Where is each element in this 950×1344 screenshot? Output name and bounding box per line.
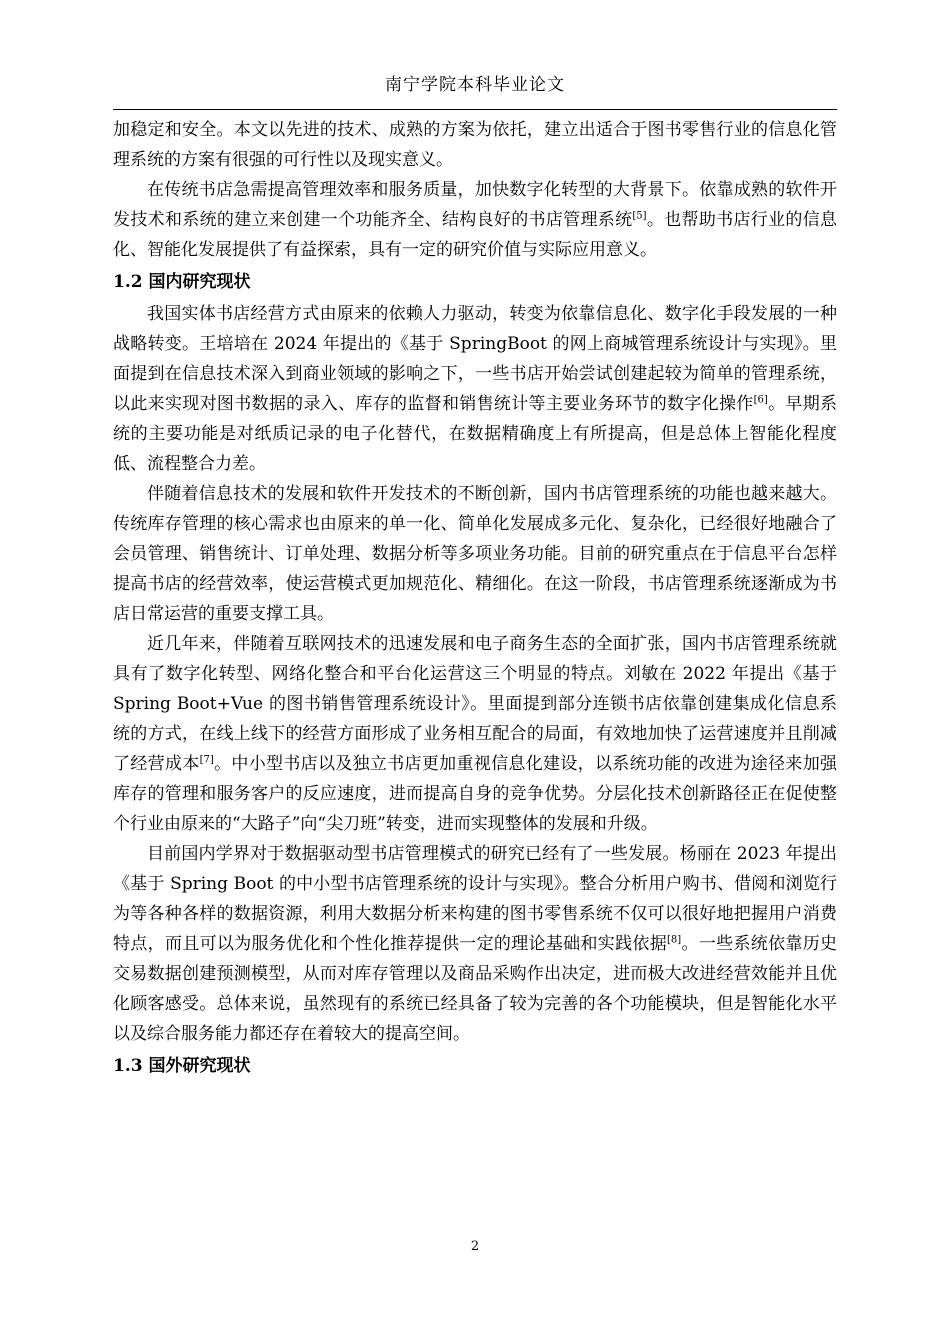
citation-ref: [5] — [632, 210, 647, 222]
paragraph-text: 近几年来，伴随着互联网技术的迅速发展和电子商务生态的全面扩张，国内书店管理系统就具有了数字化转型、网络化整合和平台化运营这三个明显的特点。刘敏在 2022 年提出《基于 Spring Boot+Vue 的图书销售管理系统设计》。里面提到部分连锁书店依靠创建集成化信息系统的方式，在线上线下的经营方面形成了业务相互配合的局面，有效地加快了运营速度并且削减了经营成本 — [113, 634, 837, 774]
citation-ref: [8] — [667, 934, 682, 946]
paragraph-domestic-2 — [113, 479, 837, 629]
paragraph-text: 。一些系统依靠历史交易数据创建预测模型，从而对库存管理以及商品采购作出决定，进而极大改进经营效能并且优化顾客感受。总体来说，虽然现有的系统已经具备了较为完善的各个功能模块，但是智能化水平以及综合服务能力都还存在着较大的提高空间。 — [113, 934, 838, 1044]
citation-ref: [7] — [199, 754, 214, 766]
body-text — [113, 115, 837, 1081]
section-heading-foreign: 1.3 国外研究现状 — [113, 1056, 251, 1076]
paragraph-text: 在传统书店急需提高管理效率和服务质量，加快数字化转型的大背景下。依靠成熟的软件开发技术和系统的建立来创建一个功能齐全、结构良好的书店管理系统 — [113, 180, 837, 230]
paragraph-text: 我国实体书店经营方式由原来的依赖人力驱动，转变为依靠信息化、数字化手段发展的一种战略转变。王培培在 2024 年提出的《基于 SpringBoot 的网上商城管理系统设计与实现》。里面提到在信息技术深入到商业领域的影响之下，一些书店开始尝试创建起较为简单的管理系统，以此来实现对图书数据的录入、库存的监督和销售统计等主要业务环节的数字化操作 — [113, 304, 837, 414]
paragraph-continued — [113, 115, 837, 175]
paragraph-text: 。早期系统的主要功能是对纸质记录的电子化替代，在数据精确度上有所提高，但是总体上智能化程度低、流程整合力差。 — [113, 394, 838, 474]
paragraph-domestic-1 — [113, 299, 837, 479]
paragraph-text: 伴随着信息技术的发展和软件开发技术的不断创新，国内书店管理系统的功能也越来越大。传统库存管理的核心需求也由原来的单一化、简单化发展成多元化、复杂化，已经很好地融合了会员管理、销售统计、订单处理、数据分析等多项业务功能。目前的研究重点在于信息平台怎样提高书店的经营效率，使运营模式更加规范化、精细化。在这一阶段，书店管理系统逐渐成为书店日常运营的重要支撑工具。 — [113, 484, 837, 624]
paragraph-text: 目前国内学界对于数据驱动型书店管理模式的研究已经有了一些发展。杨丽在 2023 年提出《基于 Spring Boot 的中小型书店管理系统的设计与实现》。整合分析用户购书、借阅和浏览行为等各种各样的数据资源，利用大数据分析来构建的图书零售系统不仅可以很好地把握用户消费特点，而且可以为服务优化和个性化推荐提供一定的理论基础和实践依据 — [113, 844, 837, 954]
paragraph-text: 。中小型书店以及独立书店更加重视信息化建设，以系统功能的改进为途径来加强库存的管理和服务客户的反应速度，进而提高自身的竞争优势。分层化技术创新路径正在促使整个行业由原来的“大路子”向“尖刀班”转变，进而实现整体的发展和升级。 — [113, 754, 838, 834]
section-heading-domestic: 1.2 国内研究现状 — [113, 272, 251, 292]
paragraph-domestic-4 — [113, 839, 837, 1049]
paragraph-background — [113, 175, 837, 265]
paragraph-domestic-3 — [113, 629, 837, 839]
header-rule — [113, 109, 837, 110]
citation-ref: [6] — [753, 394, 768, 406]
paragraph-text: 加稳定和安全。本文以先进的技术、成熟的方案为依托，建立出适合于图书零售行业的信息化管理系统的方案有很强的可行性以及现实意义。 — [113, 120, 837, 170]
running-header: 南宁学院本科毕业论文 — [385, 75, 565, 95]
paragraph-text: 。也帮助书店行业的信息化、智能化发展提供了有益探索，具有一定的研究价值与实际应用意义。 — [113, 210, 838, 260]
page-number: 2 — [470, 1239, 480, 1254]
